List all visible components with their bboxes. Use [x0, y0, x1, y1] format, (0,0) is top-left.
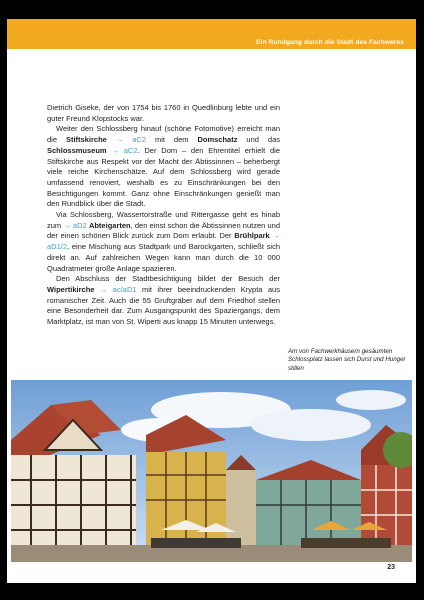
paragraph: [47, 210, 280, 274]
text-segment: . Der Dom – den Ehrentitel erhielt die Stiftskirche aus Respekt vor der Macht der Äbtissinnen – beherbergt viele reiche Kirchenschätze. Auf dem Schlossberg wird gerade umfassend renoviert, weshalb es zu Einschränkungen bei den Besichtigungen kommt. Ganz ohne Einschränkungen genießt man den Rundblick über die Stadt.: [47, 145, 280, 209]
map-reference: → aC2: [106, 145, 138, 155]
highlighted-term: Abteigarten: [88, 220, 131, 230]
highlighted-term: Domschatz: [197, 135, 238, 145]
map-reference: → aC2: [106, 135, 146, 145]
text-segment: und das: [237, 135, 280, 145]
highlighted-term: Brühlpark: [234, 231, 270, 241]
text-segment: mit dem: [146, 135, 198, 145]
paragraph: [47, 274, 280, 328]
photo-illustration: [11, 380, 412, 562]
text-segment: , den einst schon die Äbtissinnen nutzen und der einen schönen Blick zurück zum Dom erlaubt. Der: [47, 220, 280, 241]
map-reference: → ac/aD1: [94, 284, 137, 294]
article-body: [47, 103, 280, 328]
highlighted-term: Wipertikirche: [47, 284, 95, 294]
photo-schlossplatz: [11, 380, 412, 562]
paragraph: [47, 124, 280, 210]
header-bar: [7, 19, 416, 49]
text-segment: Dietrich Giseke, der von 1754 bis 1760 in Quedlinburg lebte und ein guter Freund Klopstocks war.: [47, 103, 280, 123]
text-segment: Via Schlossberg, Wassertorstraße und Rittergasse geht es hinab zum: [47, 210, 280, 230]
running-header-title: Ein Rundgang durch die Stadt des Fachwerks: [256, 39, 404, 46]
map-reference: → aD1/2: [47, 231, 280, 252]
text-segment: Den Abschluss der Stadtbesichtigung bildet der Besuch der: [56, 274, 280, 284]
highlighted-term: Schlossmuseum: [47, 145, 107, 155]
text-segment: Weiter den Schlossberg hinauf (schöne Fotomotive) erreicht man die: [47, 124, 280, 145]
text-segment: mit ihrer beeindruckenden Krypta aus romanischer Zeit. Auch die 55 Gruftgräber auf dem Friedhof stellen eine Besonderheit dar. Zum Ausgangspunkt des Spaziergangs, dem Marktplatz, ist man von St. Wiperti aus knapp 15 Minuten unterwegs.: [47, 284, 280, 327]
page-number: 23: [387, 564, 395, 571]
paragraph: [47, 103, 280, 124]
highlighted-term: Stiftskirche: [65, 135, 107, 145]
book-page: [7, 19, 416, 583]
map-reference: → aD2: [63, 220, 87, 230]
text-segment: , eine Mischung aus Stadtpark und Barockgarten, schließt sich direkt an. Auf zahlreichen Wegen kann man durch die 10 000 Quadratmeter große Anlage spazieren.: [47, 242, 280, 273]
photo-caption: Am von Fachwerkhäusern gesäumten Schlossplatz lassen sich Durst und Hunger stillen: [288, 348, 406, 372]
